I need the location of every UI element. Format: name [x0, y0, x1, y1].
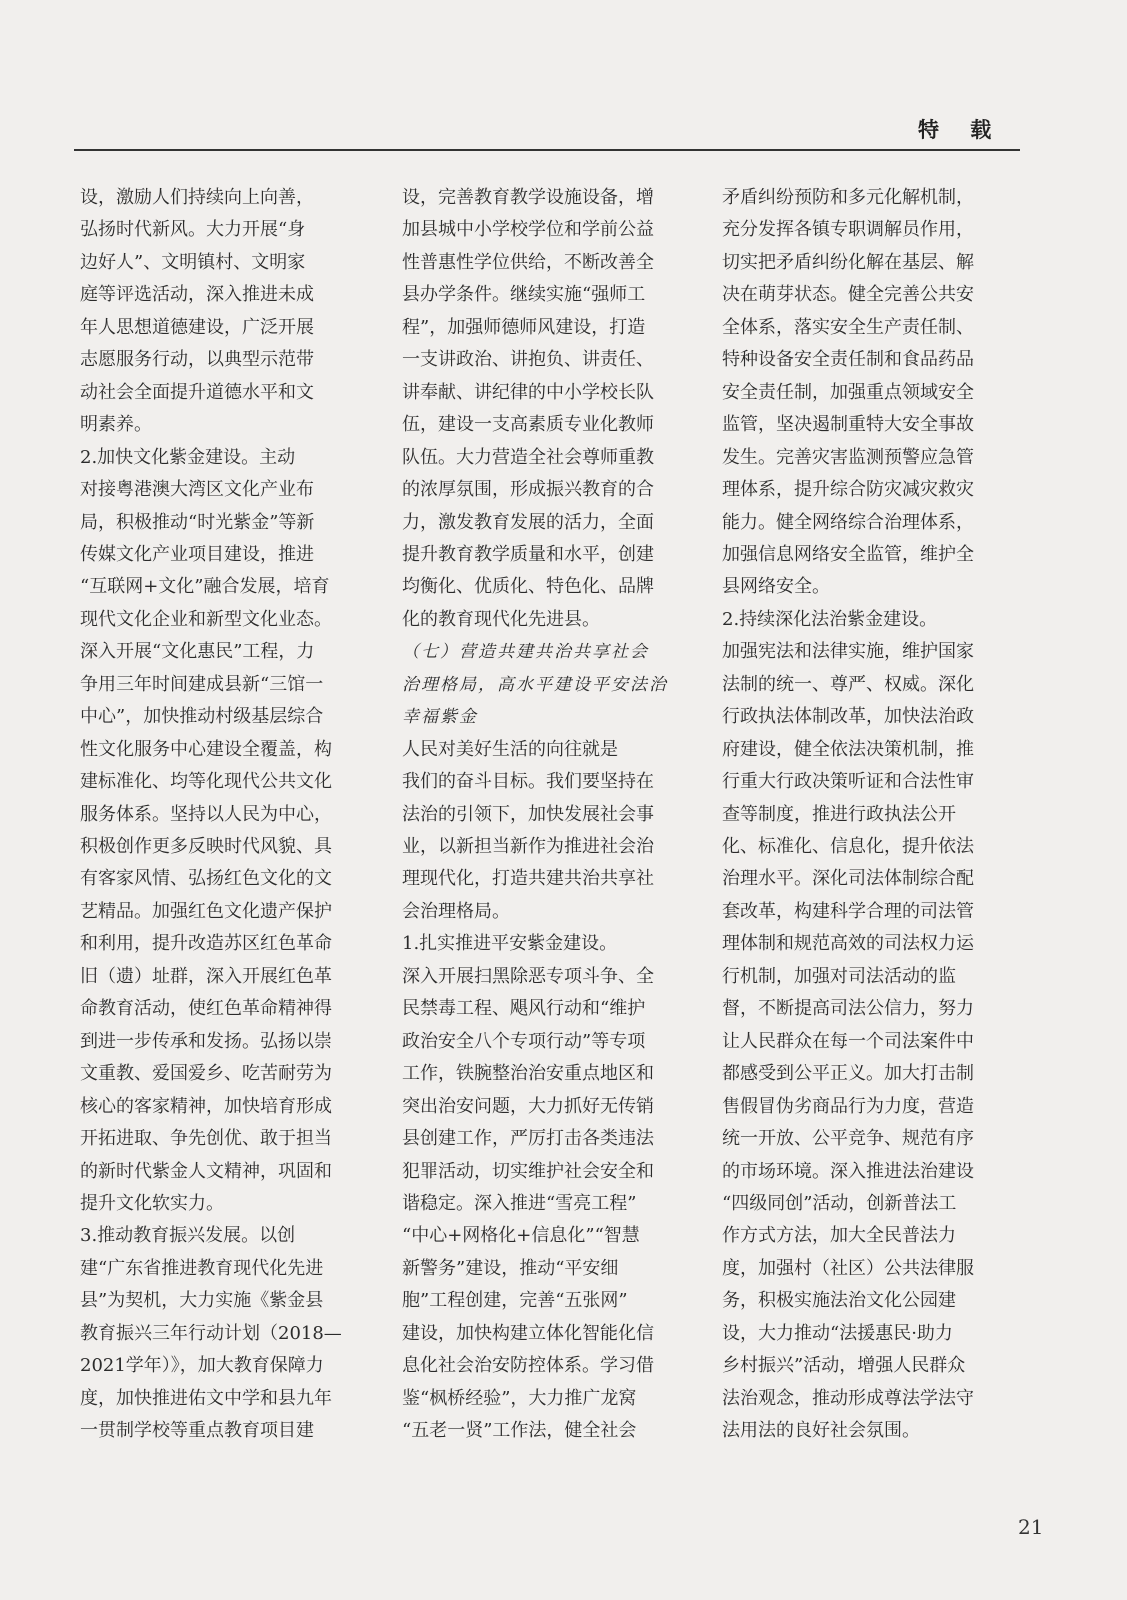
text-line: 文重教、爱国爱乡、吃苦耐劳为 — [80, 1063, 332, 1085]
text-line: 队伍。大力营造全社会尊师重教 — [402, 446, 654, 468]
section-heading-line: 治理格局，高水平建设平安法治 — [402, 674, 668, 695]
text-line: 会治理格局。 — [402, 900, 510, 922]
text-line: 县”为契机，大力实施《紫金县 — [80, 1290, 324, 1312]
text-line: 谐稳定。深入推进“雪亮工程” — [402, 1192, 637, 1214]
text-line: 督，不断提高司法公信力，努力 — [722, 998, 974, 1020]
text-line: 业，以新担当新作为推进社会治 — [402, 836, 654, 857]
text-line: 年人思想道德建设，广泛开展 — [80, 316, 314, 338]
section-heading-line: 幸福紫金 — [402, 707, 478, 728]
text-line: 法治的引领下，加快发展社会事 — [402, 803, 654, 825]
text-line: 民禁毒工程、飓风行动和“维护 — [402, 998, 646, 1020]
text-line: 的市场环境。深入推进法治建设 — [722, 1160, 974, 1182]
text-line: 命教育活动，使红色革命精神得 — [80, 998, 332, 1020]
text-line: 行重大行政决策听证和合法性审 — [722, 771, 974, 793]
text-line: 矛盾纠纷预防和多元化解机制， — [722, 187, 974, 208]
text-line: 动社会全面提升道德水平和文 — [80, 381, 314, 403]
text-line: 均衡化、优质化、特色化、品牌 — [402, 576, 654, 598]
text-line: 传媒文化产业项目建设，推进 — [80, 543, 314, 565]
text-line: 监管，坚决遏制重特大安全事故 — [722, 414, 974, 436]
text-line: 工作，铁腕整治治安重点地区和 — [402, 1063, 654, 1085]
text-line: 程”，加强师德师风建设，打造 — [402, 316, 646, 338]
text-line: 提升教育教学质量和水平，创建 — [402, 543, 654, 565]
text-line: 府建设，健全依法决策机制，推 — [722, 738, 974, 760]
text-line: 一支讲政治、讲抱负、讲责任、 — [402, 349, 654, 371]
text-line: 建“广东省推进教育现代化先进 — [80, 1257, 324, 1279]
text-line: 和利用，提升改造苏区红色革命 — [80, 933, 332, 955]
text-line: 作方式方法，加大全民普法力 — [722, 1225, 956, 1247]
text-line: 切实把矛盾纠纷化解在基层、解 — [722, 251, 974, 273]
text-line: 都感受到公平正义。加大打击制 — [722, 1063, 974, 1085]
text-line: 加县城中小学校学位和学前公益 — [402, 219, 654, 241]
text-line: 核心的客家精神，加快培育形成 — [80, 1095, 332, 1117]
text-line: 庭等评选活动，深入推进未成 — [80, 284, 314, 306]
text-line: 度，加快推进佑文中学和县九年 — [80, 1387, 332, 1409]
text-line: 理现代化，打造共建共治共享社 — [402, 868, 654, 890]
page-number: 21 — [1018, 1515, 1044, 1539]
text-line: 深入开展“文化惠民”工程，力 — [80, 641, 315, 663]
text-line: 县办学条件。继续实施“强师工 — [402, 284, 646, 306]
text-line: 设，完善教育教学设施设备，增 — [402, 187, 654, 208]
text-line: 的新时代紫金人文精神，巩固和 — [80, 1160, 332, 1182]
section-title: 特 载 — [918, 118, 1004, 142]
text-line: 建设，加快构建立体化智能化信 — [402, 1322, 654, 1344]
text-line: 明素养。 — [80, 414, 152, 436]
text-line: 局，积极推动“时光紫金”等新 — [80, 511, 315, 533]
text-line: 中心”，加快推动村级基层综合 — [80, 706, 324, 728]
text-line: 法用法的良好社会氛围。 — [722, 1420, 920, 1442]
text-line: 对接粤港澳大湾区文化产业布 — [80, 479, 314, 501]
text-line: 3.推动教育振兴发展。以创 — [80, 1225, 296, 1247]
text-line: 犯罪活动，切实维护社会安全和 — [402, 1160, 654, 1182]
text-line: 行机制，加强对司法活动的监 — [722, 965, 956, 987]
text-line: 2.持续深化法治紫金建设。 — [722, 608, 938, 630]
text-line: 胞”工程创建，完善“五张网” — [402, 1290, 628, 1312]
text-line: 现代文化企业和新型文化业态。 — [80, 608, 332, 630]
text-line: 积极创作更多反映时代风貌、具 — [80, 836, 332, 857]
text-line: 县创建工作，严厉打击各类违法 — [402, 1128, 654, 1150]
text-line: 志愿服务行动，以典型示范带 — [80, 349, 314, 371]
text-line: 能力。健全网络综合治理体系， — [722, 511, 974, 533]
section-heading-line: （七）营造共建共治共享社会 — [402, 642, 649, 663]
text-line: 息化社会治安防控体系。学习借 — [402, 1355, 654, 1377]
text-line: 教育振兴三年行动计划（2018— — [80, 1322, 342, 1344]
text-line: 开拓进取、争先创优、敢于担当 — [80, 1128, 332, 1150]
text-line: 查等制度，推进行政执法公开 — [722, 803, 956, 825]
text-line: 深入开展扫黑除恶专项斗争、全 — [402, 965, 654, 987]
text-line: 法制的统一、尊严、权威。深化 — [722, 673, 974, 695]
text-line: 建标准化、均等化现代公共文化 — [80, 771, 332, 793]
text-line: “中心+网格化+信息化”“智慧 — [402, 1225, 640, 1247]
text-line: 县网络安全。 — [722, 576, 830, 598]
text-line: 决在萌芽状态。健全完善公共安 — [722, 284, 974, 306]
text-line: 售假冒伪劣商品行为力度，营造 — [722, 1095, 974, 1117]
text-line: 设，大力推动“法援惠民·助力 — [722, 1322, 953, 1344]
text-line: 1.扎实推进平安紫金建设。 — [402, 933, 618, 955]
text-line: 治理水平。深化司法体制综合配 — [722, 868, 974, 890]
text-line: 化的教育现代化先进县。 — [402, 608, 600, 630]
text-line: 突出治安问题，大力抓好无传销 — [402, 1095, 654, 1117]
text-line: 力，激发教育发展的活力，全面 — [402, 511, 654, 533]
text-line: 的浓厚氛围，形成振兴教育的合 — [402, 479, 654, 501]
text-line: 化、标准化、信息化，提升依法 — [722, 836, 974, 857]
text-line: 人民对美好生活的向往就是 — [402, 738, 618, 760]
text-line: 套改革，构建科学合理的司法管 — [722, 900, 974, 922]
text-line: 加强宪法和法律实施，维护国家 — [722, 641, 974, 663]
text-line: 度，加强村（社区）公共法律服 — [722, 1257, 974, 1279]
text-line: 一贯制学校等重点教育项目建 — [80, 1420, 314, 1442]
text-line: 2.加快文化紫金建设。主动 — [80, 446, 296, 468]
text-line: 政治安全八个专项行动”等专项 — [402, 1030, 646, 1052]
text-line: “互联网+文化”融合发展，培育 — [80, 576, 330, 598]
text-line: 边好人”、文明镇村、文明家 — [80, 251, 306, 273]
text-line: “四级同创”活动，创新普法工 — [722, 1192, 957, 1214]
text-line: 提升文化软实力。 — [80, 1192, 224, 1214]
text-line: 理体制和规范高效的司法权力运 — [722, 933, 974, 955]
text-line: 旧（遗）址群，深入开展红色革 — [80, 965, 332, 987]
text-line: 新警务”建设，推动“平安细 — [402, 1257, 619, 1279]
text-line: 全体系，落实安全生产责任制、 — [722, 316, 974, 338]
text-line: 艺精品。加强红色文化遗产保护 — [80, 900, 332, 922]
text-line: 安全责任制，加强重点领域安全 — [722, 381, 974, 403]
text-line: 充分发挥各镇专职调解员作用， — [722, 219, 974, 241]
text-line: 2021学年）》，加大教育保障力 — [80, 1355, 324, 1377]
text-line: 性文化服务中心建设全覆盖，构 — [80, 738, 332, 760]
text-line: 加强信息网络安全监管，维护全 — [722, 543, 974, 565]
text-line: 乡村振兴”活动，增强人民群众 — [722, 1355, 966, 1377]
text-line: 到进一步传承和发扬。弘扬以崇 — [80, 1030, 332, 1052]
text-line: 法治观念，推动形成尊法学法守 — [722, 1387, 974, 1409]
text-line: 争用三年时间建成县新“三馆一 — [80, 673, 324, 695]
text-line: 讲奉献、讲纪律的中小学校长队 — [402, 381, 654, 403]
text-line: 有客家风情、弘扬红色文化的文 — [80, 868, 332, 890]
text-line: 让人民群众在每一个司法案件中 — [722, 1030, 974, 1052]
text-line: 行政执法体制改革，加快法治政 — [722, 706, 974, 728]
text-line: 性普惠性学位供给，不断改善全 — [402, 251, 654, 273]
text-line: 服务体系。坚持以人民为中心， — [80, 803, 332, 825]
text-line: 务，积极实施法治文化公园建 — [722, 1290, 956, 1312]
text-line: 发生。完善灾害监测预警应急管 — [722, 446, 974, 468]
text-line: 鉴“枫桥经验”，大力推广龙窝 — [402, 1387, 637, 1409]
text-line: 特种设备安全责任制和食品药品 — [722, 349, 974, 371]
text-line: 理体系，提升综合防灾减灾救灾 — [722, 479, 974, 501]
text-line: 统一开放、公平竞争、规范有序 — [722, 1128, 974, 1150]
text-line: 弘扬时代新风。大力开展“身 — [80, 219, 306, 241]
text-line: 设，激励人们持续向上向善， — [80, 187, 314, 208]
text-line: 伍，建设一支高素质专业化教师 — [402, 414, 654, 436]
text-line: 我们的奋斗目标。我们要坚持在 — [402, 771, 654, 793]
header-divider — [74, 149, 1020, 151]
text-line: “五老一贤”工作法，健全社会 — [402, 1420, 637, 1442]
